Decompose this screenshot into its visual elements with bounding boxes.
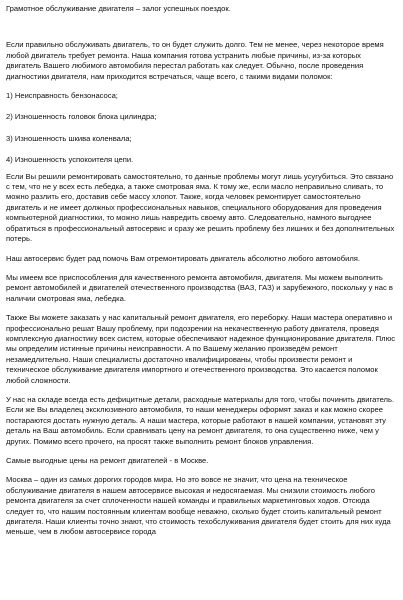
equipment-paragraph: Мы имеем все приспособления для качественного ремонта автомобиля, двигателя. Мы можем выполнить ремонт автомобилей и двигателей отечественного производства (ВАЗ, ГАЗ) и зарубежного, поскольку у нас в наличии смотровая яма, лебедка. bbox=[6, 272, 393, 303]
help-paragraph: Наш автосервис будет рад помочь Вам отремонтировать двигатель абсолютно любого автомобиля. bbox=[6, 253, 360, 263]
self-repair-paragraph: Если Вы решили ремонтировать самостоятельно, то данные проблемы могут лишь усугубиться. Это связано с тем, что не у всех есть лебедка, а также смотровая яма. К тому же, если масло неправильно сливать, то можно разлить его, доставив себе массу хлопот. Также, когда человек ремонтирует самостоятельно двигатель и не имеет должных профессиональных навыков, специального оборудования для проведения компьютерной диагностики, то можно лишь навредить своему авто. Следовательно, намного выгоднее обратиться в профессиональный автосервис и сразу же решить проблему без лишних и без дополнительных потерь. bbox=[6, 171, 395, 244]
prices-heading: Самые выгодные цены на ремонт двигателей - в Москве. bbox=[6, 456, 209, 465]
issue-item: 4) Изношенность успокоителя цепи. bbox=[6, 155, 134, 165]
issue-item: 1) Неисправность бензонасоса; bbox=[6, 91, 118, 101]
overhaul-paragraph: Также Вы можете заказать у нас капитальный ремонт двигателя, его переборку. Наши мастера оперативно и профессионально решат Вашу проблему, при подозрении на некачественную работу двигателя, проведя комплексную диагностику всех систем, которые обеспечивают надежное функционирование двигателя. Плюс мы определим истинные причины неисправности. А по Вашему желанию произведём ремонт незамедлительно. Наши специалисты достаточно квалифицированы, чтобы произвести ремонт и техническое обслуживание двигателя импортного и отечественного производства. Это касается поломок любой сложности. bbox=[6, 313, 396, 385]
document-title: Грамотное обслуживание двигателя – залог успешных поездок. bbox=[6, 4, 231, 13]
issue-item: 2) Изношенность головок блока цилиндра; bbox=[6, 112, 157, 122]
intro-paragraph: Если правильно обслуживать двигатель, то он будет служить долго. Тем не менее, через некоторое время любой двигатель требует ремонта. Наша компания готова устранить любые причины, из-за которых двигатель Вашего любимого автомобиля перестал работать как следует. Обычно, после проведения диагностики двигателя, нам приходится встречаться, чаще всего, с такими видами поломок: bbox=[6, 40, 384, 81]
parts-paragraph: У нас на складе всегда есть дефицитные детали, расходные материалы для того, чтобы починить двигатель. Если же Вы владелец эксклюзивного автомобиля, то наши менеджеры оформят заказ и как можно скорее постараются достать нужную деталь. А наши мастера, которые работают в нашей компании, установят эту деталь на Ваш автомобиль. Если сравнивать цену на ремонт двигателя, то она существенно ниже, чем у других. Помимо всего прочего, на просят также выполнить ремонт блоков управления. bbox=[6, 394, 395, 446]
moscow-paragraph: Москва – один из самых дорогих городов мира. Но это вовсе не значит, что цена на техническое обслуживание двигателя в нашем автосервисе высокая и недосягаемая. Мы снизили стоимость любого ремонта двигателя за счет сплоченности нашей команды и правильных маркетинговых ходов. Отсюда следует то, что нашим постоянным клиентам вообще неважно, сколько будет стоить капитальный ремонт двигателя. Наши клиенты точно знают, что стоимость техобслуживания двигателя будет стоить для них куда меньше, чем в любом автосервисе города bbox=[6, 475, 391, 537]
issue-item: 3) Изношенность шкива коленвала; bbox=[6, 133, 132, 143]
